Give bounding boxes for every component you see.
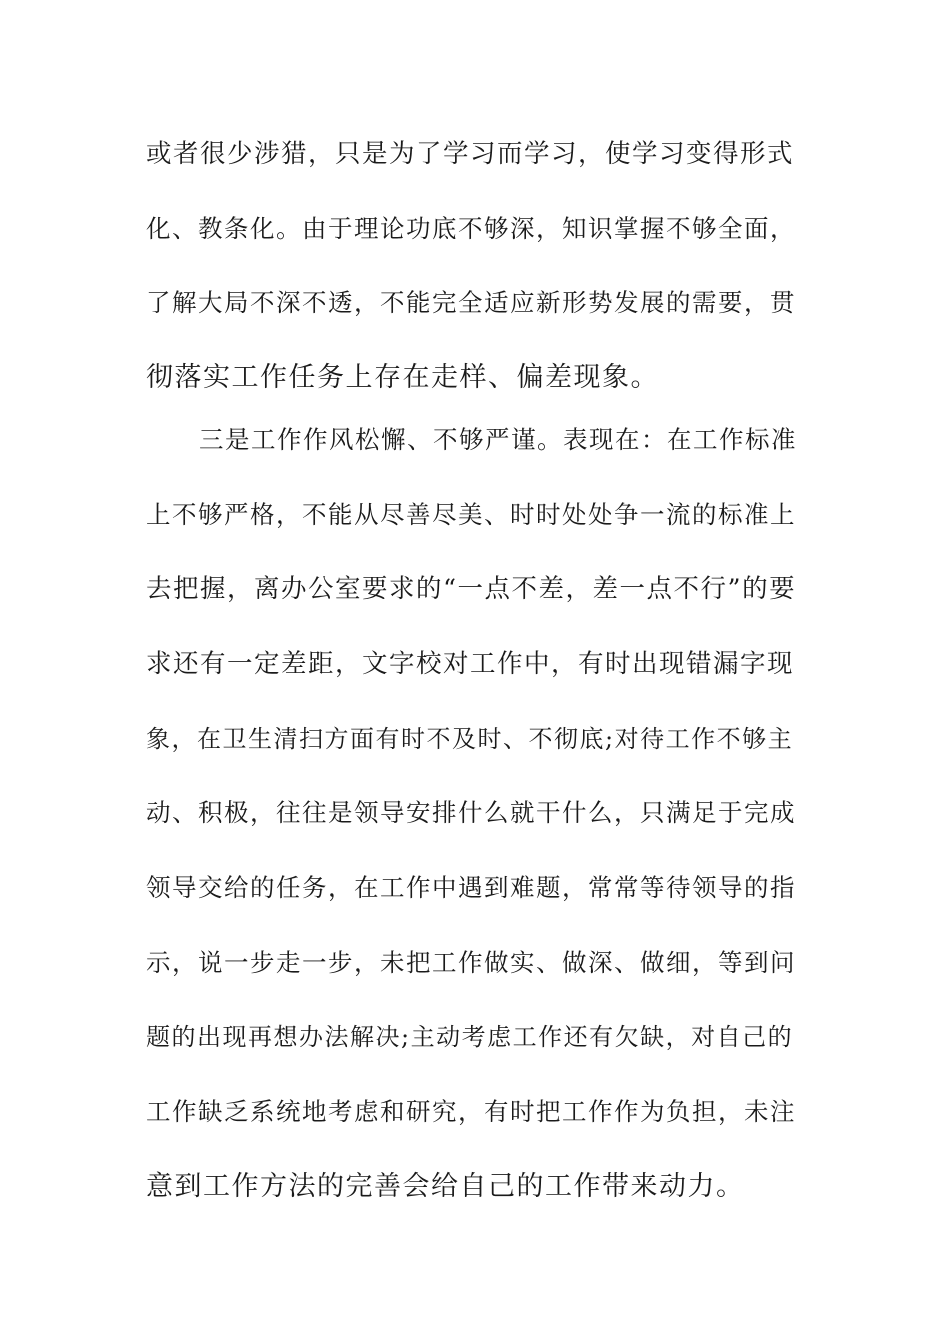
text-line-4: 彻落实工作任务上存在走样、偏差现象。	[146, 362, 659, 393]
text-line-13: 题的出现再想办法解决;主动考虑工作还有欠缺，对自己的	[146, 1023, 794, 1051]
text-line-10: 动、积极，往往是领导安排什么就干什么，只满足于完成	[146, 798, 796, 827]
text-line-8: 求还有一定差距，文字校对工作中，有时出现错漏字现	[146, 649, 795, 679]
text-line-11: 领导交给的任务，在工作中遇到难题，常常等待领导的指	[146, 873, 796, 902]
text-line-15: 意到工作方法的完善会给自己的工作带来动力。	[146, 1171, 745, 1202]
text-line-7: 去把握，离办公室要求的“一点不差，差一点不行”的要	[146, 574, 797, 604]
text-line-5: 三是工作作风松懈、不够严谨。表现在：在工作标准	[199, 425, 797, 454]
text-line-1: 或者很少涉猎，只是为了学习而学习，使学习变得形式	[146, 139, 795, 169]
text-line-6: 上不够严格，不能从尽善尽美、时时处处争一流的标准上	[146, 500, 796, 529]
text-line-9: 象，在卫生清扫方面有时不及时、不彻底;对待工作不够主	[146, 725, 794, 753]
text-line-3: 了解大局不深不透，不能完全适应新形势发展的需要，贯	[146, 288, 796, 317]
text-line-12: 示，说一步走一步，未把工作做实、做深、做细，等到问	[146, 948, 796, 977]
text-line-14: 工作缺乏系统地考虑和研究，有时把工作作为负担，未注	[146, 1097, 796, 1126]
text-line-2: 化、教条化。由于理论功底不够深，知识掌握不够全面，	[146, 214, 796, 243]
